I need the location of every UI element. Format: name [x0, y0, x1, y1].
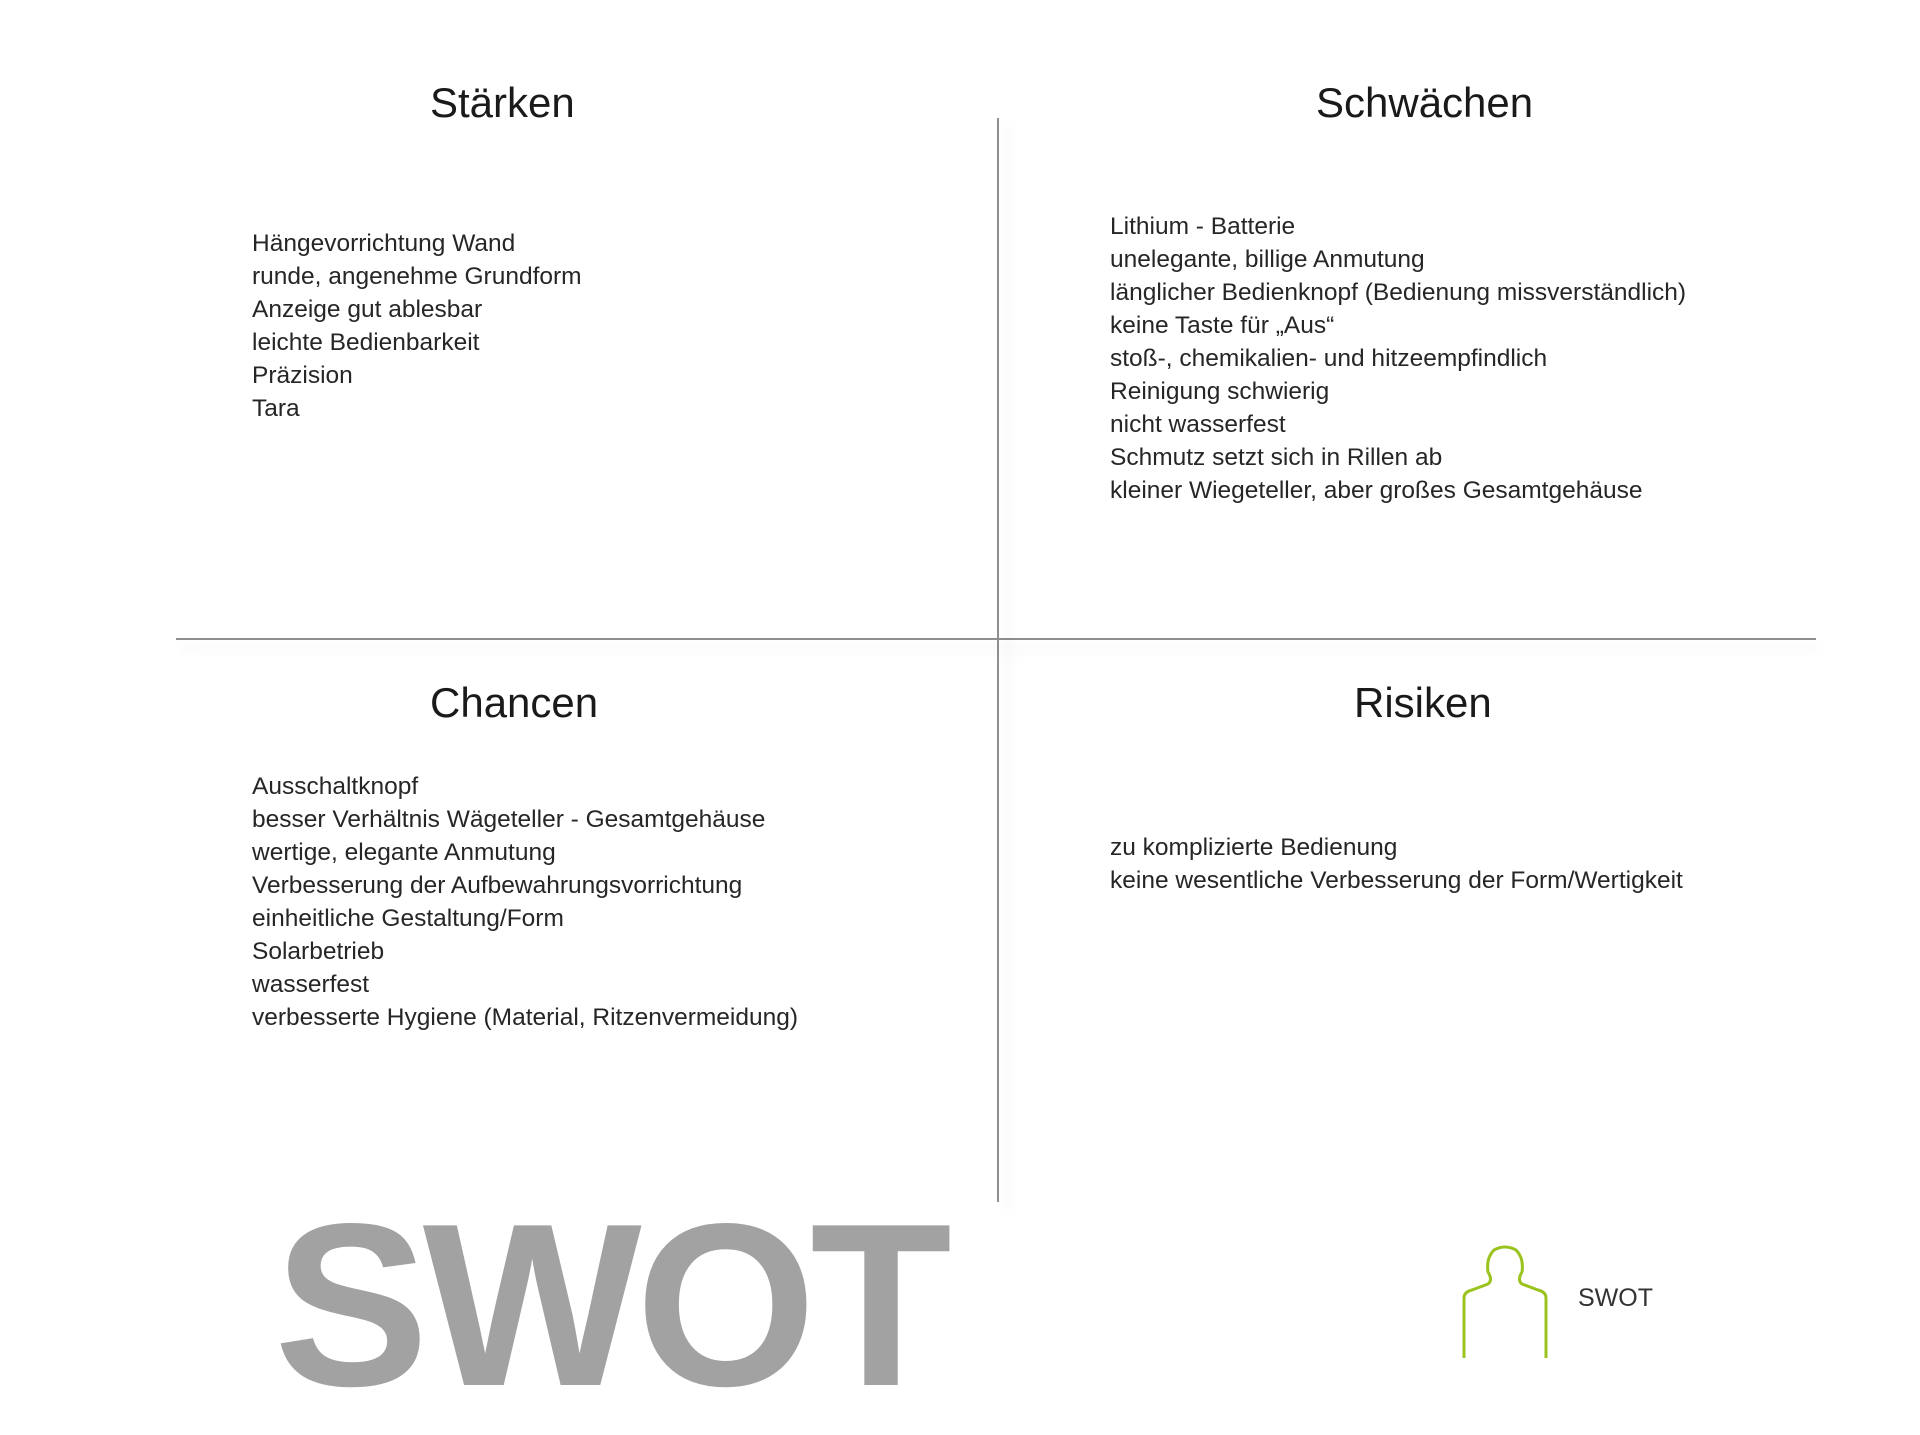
weaknesses-item: nicht wasserfest	[1110, 411, 1286, 438]
opportunities-list	[252, 770, 798, 1034]
opportunities-item: wasserfest	[252, 971, 370, 998]
threats-item: keine wesentliche Verbesserung der Form/Wertigkeit	[1110, 867, 1683, 894]
weaknesses-heading: Schwächen	[1316, 79, 1534, 126]
strengths-item: Hängevorrichtung Wand	[252, 230, 516, 257]
strengths-item: Tara	[252, 395, 300, 422]
strengths-list	[252, 227, 582, 425]
strengths-item: Anzeige gut ablesbar	[252, 296, 483, 323]
opportunities-heading: Chancen	[430, 679, 599, 726]
threats-item: zu komplizierte Bedienung	[1110, 834, 1398, 861]
weaknesses-item: Lithium - Batterie	[1110, 213, 1296, 240]
swot-big-title: SWOT	[274, 1176, 946, 1435]
opportunities-item: Ausschaltknopf	[252, 773, 419, 800]
opportunities-item: Solarbetrieb	[252, 938, 385, 965]
weaknesses-item: länglicher Bedienknopf (Bedienung missverständlich)	[1110, 279, 1687, 306]
opportunities-item: einheitliche Gestaltung/Form	[252, 905, 564, 932]
strengths-heading: Stärken	[430, 79, 575, 126]
opportunities-item: besser Verhältnis Wägeteller - Gesamtgehäuse	[252, 806, 766, 833]
logo-label: SWOT	[1578, 1284, 1653, 1312]
threats-heading: Risiken	[1354, 679, 1492, 726]
weaknesses-item: unelegante, billige Anmutung	[1110, 246, 1425, 273]
weight-bottle-icon	[1460, 1236, 1550, 1358]
horizontal-divider	[176, 638, 1816, 640]
vertical-divider	[997, 118, 999, 1202]
opportunities-item: verbesserte Hygiene (Material, Ritzenvermeidung)	[252, 1004, 799, 1031]
opportunities-item: Verbesserung der Aufbewahrungsvorrichtung	[252, 872, 743, 899]
weaknesses-item: keine Taste für „Aus“	[1110, 312, 1335, 339]
weaknesses-item: Schmutz setzt sich in Rillen ab	[1110, 444, 1443, 471]
opportunities-item: wertige, elegante Anmutung	[252, 839, 556, 866]
strengths-item: runde, angenehme Grundform	[252, 263, 582, 290]
weaknesses-item: stoß-, chemikalien- und hitzeempfindlich	[1110, 345, 1548, 372]
weaknesses-item: Reinigung schwierig	[1110, 378, 1330, 405]
weaknesses-item: kleiner Wiegeteller, aber großes Gesamtgehäuse	[1110, 477, 1643, 504]
strengths-item: Präzision	[252, 362, 353, 389]
threats-list	[1110, 831, 1683, 897]
strengths-item: leichte Bedienbarkeit	[252, 329, 480, 356]
weaknesses-list	[1110, 210, 1686, 507]
